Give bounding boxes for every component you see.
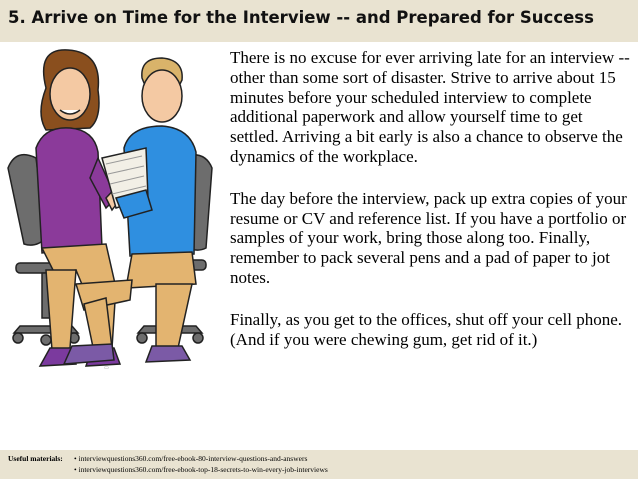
woman-figure xyxy=(36,50,128,366)
slide-title-bar xyxy=(0,0,638,42)
footer-link-80-questions[interactable]: • interviewquestions360.com/free-ebook-80-interview-questions-and-answers xyxy=(74,454,308,463)
paragraph-cell-phone: Finally, as you get to the offices, shut off your cell phone. (And if you were chewing gum, get rid of it.) xyxy=(230,309,623,349)
slide-body xyxy=(230,48,630,371)
paragraph-pack-materials: The day before the interview, pack up extra copies of your resume or CV and reference list. If you have a portfolio or samples of your work, bring those along too. Finally, remember to pack several pens and a pad of paper to jot notes. xyxy=(230,188,627,287)
footer-bar xyxy=(0,450,638,479)
footer-link-18-secrets[interactable]: • interviewquestions360.com/free-ebook-top-18-secrets-to-win-every-job-interviews xyxy=(74,465,328,474)
footer-label: Useful materials: xyxy=(8,454,63,463)
footer-links xyxy=(74,453,328,475)
footer-row xyxy=(8,453,638,475)
slide-title: 5. Arrive on Time for the Interview -- and Prepared for Success xyxy=(8,8,594,27)
paragraph-arrival: There is no excuse for ever arriving late for an interview -- other than some sort of disaster. Strive to arrive about 15 minutes before your scheduled interview to complete additional paperwork and allow yourself time to get settled. Arriving a bit early is also a chance to observe the dynamics of the workplace. xyxy=(230,48,630,166)
clipart-watermark-icon: ▭ xyxy=(104,365,109,371)
interview-illustration xyxy=(6,48,230,378)
